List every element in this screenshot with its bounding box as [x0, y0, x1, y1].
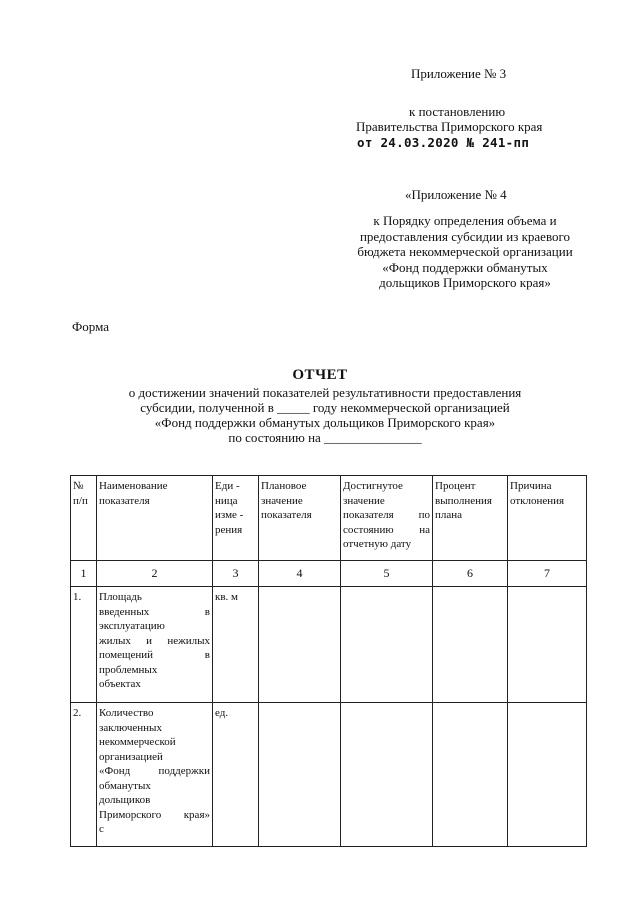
header-text: №	[73, 480, 84, 492]
column-number: 4	[259, 561, 341, 587]
name-line: жилых и нежилых	[99, 634, 210, 647]
header-text: п/п	[73, 494, 88, 507]
header-text: плана	[435, 509, 463, 521]
header-text: Достигнутое	[343, 480, 403, 492]
header-text: Причина	[510, 480, 552, 492]
column-number: 2	[97, 561, 213, 587]
report-line: о достижении значений показателей результативности предоставления	[128, 385, 522, 400]
table-row	[71, 703, 587, 847]
header-cell-achieved	[341, 476, 433, 561]
achieved-cell[interactable]	[341, 703, 433, 847]
name-line: «Фонд поддержки	[99, 765, 210, 777]
column-number: 3	[213, 561, 259, 587]
header-text: выполнения	[435, 494, 492, 507]
header-text: значение	[343, 494, 385, 507]
header-cell-name	[97, 476, 213, 561]
name-line: проблемных	[99, 663, 158, 676]
planned-cell[interactable]	[259, 587, 341, 703]
appendix4-text	[330, 213, 600, 291]
row-number: 1.	[71, 587, 97, 703]
name-line: введенных в	[99, 605, 210, 618]
name-line: помещений в	[99, 649, 210, 661]
header-text: изме -	[215, 509, 244, 521]
name-line: организацией	[99, 750, 163, 763]
header-text: Процент	[435, 480, 476, 492]
table-row	[71, 587, 587, 703]
header-text: отклонения	[510, 494, 565, 507]
header-cell-planned	[259, 476, 341, 561]
header-cell-num	[71, 476, 97, 561]
report-line: «Фонд поддержки обманутых дольщиков Приморского края»	[154, 415, 496, 430]
report-line: по состоянию на _______________	[228, 430, 422, 445]
name-line: Количество	[99, 707, 154, 719]
header-text: Плановое	[261, 480, 307, 492]
unit-cell: ед.	[213, 703, 259, 847]
header-cell-percent	[433, 476, 508, 561]
row-number: 2.	[71, 703, 97, 847]
name-line: заключенных	[99, 721, 162, 734]
planned-cell[interactable]	[259, 703, 341, 847]
report-table	[70, 475, 587, 847]
header-text: Наименование	[99, 480, 168, 492]
appendix4-line: предоставления субсидии из краевого	[359, 228, 571, 244]
name-line: с	[99, 823, 104, 835]
name-line: Площадь	[99, 591, 142, 603]
header-text: значение	[261, 494, 303, 507]
header-text: показателя	[261, 509, 312, 521]
report-line: субсидии, полученной в _____ году некоммерческой организацией	[140, 400, 510, 415]
table-header-row	[71, 476, 587, 561]
reason-cell[interactable]	[508, 703, 587, 847]
resolution-line-2: Правительства Приморского края	[356, 119, 543, 134]
name-line: эксплуатацию	[99, 620, 165, 632]
reason-cell[interactable]	[508, 587, 587, 703]
name-line: дольщиков	[99, 794, 151, 806]
indicator-name	[97, 587, 213, 703]
header-text: Еди -	[215, 480, 240, 492]
indicator-name	[97, 703, 213, 847]
header-cell-unit	[213, 476, 259, 561]
unit-cell: кв. м	[213, 587, 259, 703]
report-title: ОТЧЕТ	[292, 367, 348, 383]
header-text: показателя	[99, 494, 150, 507]
appendix-title: Приложение № 3	[411, 66, 507, 81]
header-text: состоянию на	[343, 523, 430, 536]
achieved-cell[interactable]	[341, 587, 433, 703]
column-number: 7	[508, 561, 587, 587]
name-line: обманутых	[99, 779, 151, 792]
resolution-date: от 24.03.2020 № 241-пп	[357, 135, 530, 150]
name-line: некоммерческой	[99, 736, 176, 748]
report-subtitle	[60, 385, 590, 445]
header-cell-reason	[508, 476, 587, 561]
percent-cell[interactable]	[433, 587, 508, 703]
column-number: 6	[433, 561, 508, 587]
column-number-row	[71, 561, 587, 587]
name-line: Приморского края»	[99, 808, 210, 821]
name-line: объектах	[99, 678, 141, 690]
percent-cell[interactable]	[433, 703, 508, 847]
header-text: показателя по	[343, 509, 430, 521]
column-number: 5	[341, 561, 433, 587]
appendix4-line: «Фонд поддержки обманутых	[382, 259, 548, 275]
form-label: Форма	[72, 319, 109, 334]
header-text: рения	[215, 523, 243, 536]
resolution-line-1: к постановлению	[409, 104, 506, 119]
appendix4-line: бюджета некоммерческой организации	[357, 244, 573, 259]
header-text: ница	[215, 494, 238, 507]
appendix4-line: к Порядку определения объема и	[373, 213, 557, 228]
column-number: 1	[71, 561, 97, 587]
appendix4-line: дольщиков Приморского края»	[379, 275, 551, 290]
header-text: отчетную дату	[343, 538, 412, 550]
appendix4-title: «Приложение № 4	[405, 187, 507, 202]
